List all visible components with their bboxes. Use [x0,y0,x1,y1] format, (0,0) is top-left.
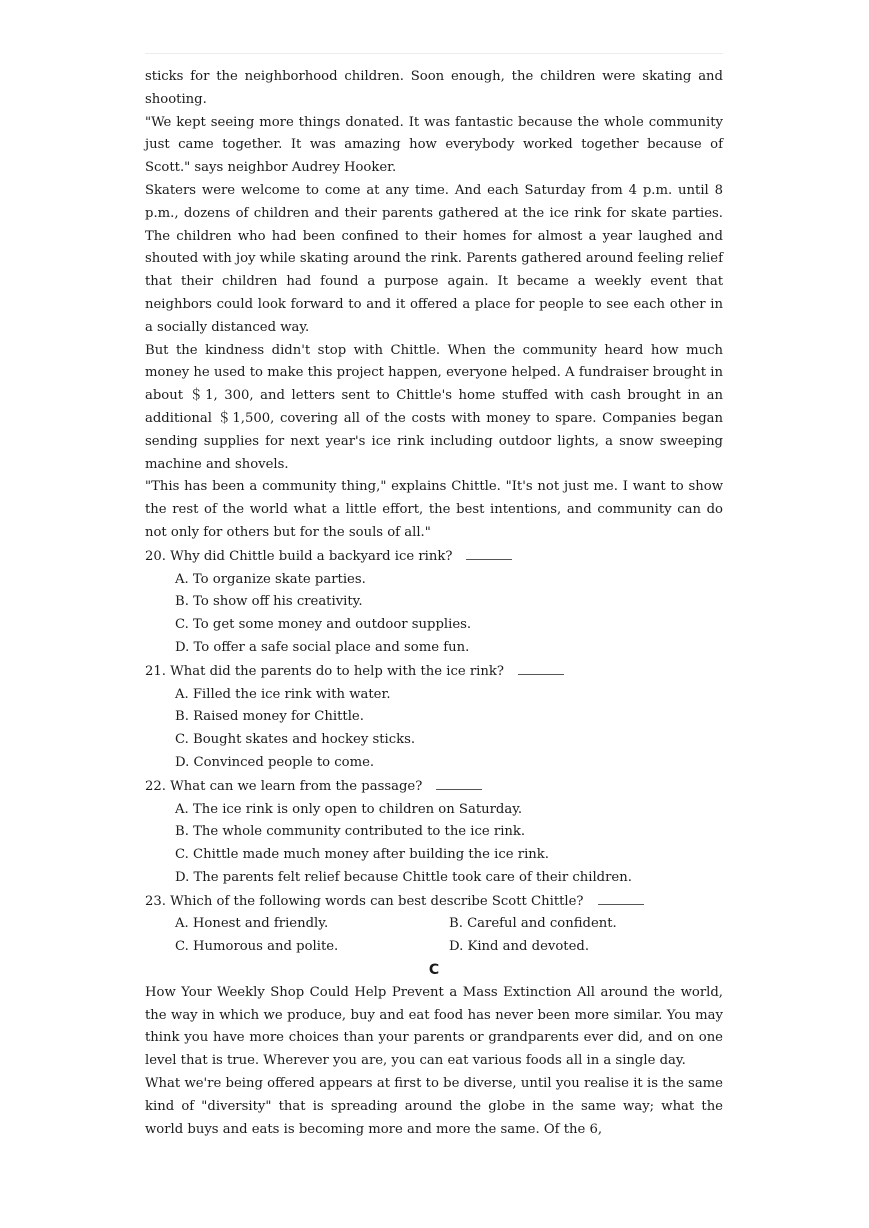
option-c: C. Chittle made much money after building the ice rink. [175,847,549,863]
answer-blank[interactable] [598,890,644,905]
question-22 [145,775,723,799]
answer-blank[interactable] [466,545,512,560]
option-b: B. The whole community contributed to the ice rink. [175,824,526,840]
answer-blank[interactable] [518,660,564,675]
option-row [145,913,723,936]
option-c: C. To get some money and outdoor supplies. [175,617,472,633]
option-c: C. Bought skates and hockey sticks. [175,732,416,748]
passage-paragraph: What we're being offered appears at first to be diverse, until you realise it is the same kind of "diversity" that is spreading around the globe in the same way; what the world buys and eats is becoming more and more the same. Of the 6, [145,1076,723,1137]
question-21 [145,660,723,684]
document-page [145,66,723,1141]
passage-paragraph: But the kindness didn't stop with Chittle. When the community heard how much money he used to make this project happen, everyone helped. A fundraiser brought in about ＄1, 300, and letters sent to Chittle's home stuffed with cash brought in an additional ＄1,500, covering all of the costs with money to spare. Companies began sending supplies for next year's ice rink including outdoor lights, a snow sweeping machine and shovels. [145,342,723,472]
header-rule [145,53,723,54]
option-a: A. The ice rink is only open to children on Saturday. [175,801,523,817]
option-c: C. Humorous and polite. [175,939,339,955]
section-heading: C [428,962,440,979]
option-a: A. Filled the ice rink with water. [175,686,391,702]
question-stem: 22. What can we learn from the passage? [145,778,423,794]
question-23 [145,890,723,914]
option-d: D. Convinced people to come. [175,754,375,770]
passage-paragraph: sticks for the neighborhood children. Soon enough, the children were skating and shooting. [145,69,723,107]
passage-paragraph: "This has been a community thing," explains Chittle. "It's not just me. I want to show the rest of the world what a little effort, the best intentions, and community can do not only for others but for the souls of all." [145,479,723,540]
question-stem: 21. What did the parents do to help with the ice rink? [145,663,504,679]
option-b: B. To show off his creativity. [175,594,363,610]
passage-paragraph: How Your Weekly Shop Could Help Prevent a Mass Extinction All around the world, the way in which we produce, buy and eat food has never been more similar. You may think you have more choices than your parents or grandparents ever did, and on one level that is true. Wherever you are, you can eat various foods all in a single day. [145,984,723,1069]
option-a: A. Honest and friendly. [175,916,329,932]
option-b: B. Raised money for Chittle. [175,709,364,725]
option-d: D. Kind and devoted. [449,939,590,955]
question-20 [145,545,723,569]
option-row [145,936,723,959]
option-d: D. To offer a safe social place and some fun. [175,639,470,655]
passage-paragraph: Skaters were welcome to come at any time. And each Saturday from 4 p.m. until 8 p.m., dozens of children and their parents gathered at the ice rink for skate parties. The children who had been confined to their homes for almost a year laughed and shouted with joy while skating around the rink. Parents gathered around feeling relief that their children had found a purpose again. It became a weekly event that neighbors could look forward to and it offered a place for people to see each other in a socially distanced way. [145,182,723,335]
question-stem: 23. Which of the following words can best describe Scott Chittle? [145,893,584,909]
question-stem: 20. Why did Chittle build a backyard ice rink? [145,548,453,564]
answer-blank[interactable] [436,775,482,790]
option-b: B. Careful and confident. [449,916,617,932]
passage-paragraph: "We kept seeing more things donated. It was fantastic because the whole community just came together. It was amazing how everybody worked together because of Scott." says neighbor Audrey Hooker. [145,114,723,176]
option-d: D. The parents felt relief because Chittle took care of their children. [175,869,632,885]
option-a: A. To organize skate parties. [175,571,366,587]
